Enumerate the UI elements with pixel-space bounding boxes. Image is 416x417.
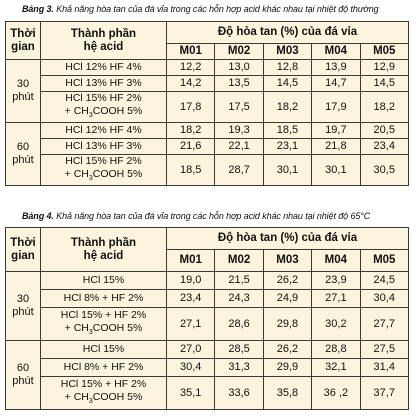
solubility-value: 27,1 xyxy=(312,290,360,308)
composition-header-label: Thành phần xyxy=(70,236,137,249)
solubility-value: 14,5 xyxy=(360,76,408,92)
solubility-value: 26,2 xyxy=(263,272,311,290)
solubility-value: 21,6 xyxy=(167,139,215,155)
time-label: 30 xyxy=(16,78,30,91)
caption-label: Bảng 3. xyxy=(22,4,54,14)
solubility-value: 31,3 xyxy=(215,359,263,377)
composition-label: HCl 12% HF 4% xyxy=(65,61,142,73)
composition-label: HCl 13% HF 3% xyxy=(65,140,142,153)
table-4 xyxy=(5,227,409,410)
composition-label: HCl 15% + HF 2% xyxy=(60,308,147,321)
solubility-value: 23,4 xyxy=(167,290,215,308)
time-label: phút xyxy=(12,91,34,104)
solubility-value: 32,1 xyxy=(312,359,360,377)
solubility-value: 19,7 xyxy=(312,123,360,139)
solubility-value: 28,5 xyxy=(215,341,263,359)
table-row xyxy=(6,76,409,92)
solubility-header: Độ hòa tan (%) của đá vỉa xyxy=(167,22,409,44)
solubility-value: 26,2 xyxy=(263,341,311,359)
composition-header xyxy=(41,22,167,60)
time-header-label: Thời xyxy=(10,27,36,40)
solubility-value: 29,8 xyxy=(263,308,311,341)
solubility-value: 14,5 xyxy=(263,76,311,92)
time-header-label: Thời xyxy=(10,236,36,249)
time-header xyxy=(6,22,41,60)
composition-cell xyxy=(41,60,167,76)
composition-header-label: hệ acid xyxy=(83,40,124,53)
composition-label: HCl 13% HF 3% xyxy=(65,77,142,89)
sample-header: M02 xyxy=(215,44,263,60)
solubility-value: 29,9 xyxy=(263,359,311,377)
composition-cell xyxy=(41,272,167,290)
solubility-value: 14,7 xyxy=(312,76,360,92)
composition-label: + $CH_3COOH$ 5% xyxy=(64,168,143,183)
solubility-value: 18,2 xyxy=(263,92,311,123)
time-label: 60 xyxy=(16,362,30,374)
composition-label: HCl 15% HF 2% xyxy=(65,155,142,168)
time-cell xyxy=(6,272,41,341)
header-row xyxy=(6,22,409,44)
solubility-value: 30,1 xyxy=(312,155,360,186)
sample-header: M01 xyxy=(167,250,215,272)
composition-cell xyxy=(41,92,167,123)
time-label: 30 xyxy=(16,293,30,305)
solubility-value: 24,3 xyxy=(215,290,263,308)
table-row xyxy=(6,341,409,359)
sample-header: M04 xyxy=(312,44,360,60)
solubility-value: 24,9 xyxy=(263,290,311,308)
caption-label: Bảng 4. xyxy=(22,211,54,221)
composition-label: HCl 8% + HF 2% xyxy=(63,361,144,373)
composition-label: HCl 15% + HF 2% xyxy=(60,377,147,390)
solubility-value: 33,6 xyxy=(215,377,263,410)
solubility-value: 36 ,2 xyxy=(312,377,360,410)
solubility-value: 18,5 xyxy=(263,123,311,139)
table-row xyxy=(6,308,409,341)
composition-label: HCl 15% xyxy=(82,274,125,286)
solubility-value: 21,5 xyxy=(215,272,263,290)
composition-label: HCl 15% HF 2% xyxy=(65,92,142,104)
solubility-value: 14,2 xyxy=(167,76,215,92)
composition-cell xyxy=(41,155,167,186)
solubility-value: 28,6 xyxy=(215,308,263,341)
composition-label: + $CH_3COOH$ 5% xyxy=(64,390,143,406)
sample-header: M05 xyxy=(360,44,408,60)
solubility-value: 27,7 xyxy=(360,308,408,341)
composition-cell xyxy=(41,359,167,377)
solubility-value: 27,1 xyxy=(167,308,215,341)
solubility-value: 30,5 xyxy=(360,155,408,186)
composition-cell xyxy=(41,139,167,155)
composition-cell xyxy=(41,76,167,92)
time-label: 60 xyxy=(16,141,30,154)
solubility-value: 13,9 xyxy=(312,60,360,76)
composition-cell xyxy=(41,290,167,308)
composition-cell xyxy=(41,123,167,139)
table-row xyxy=(6,123,409,139)
composition-label: + $CH_3COOH$ 5% xyxy=(64,321,143,337)
solubility-value: 24,5 xyxy=(360,272,408,290)
table-row xyxy=(6,92,409,123)
composition-header-label: hệ acid xyxy=(83,249,124,262)
composition-label: HCl 8% + HF 2% xyxy=(63,292,144,304)
composition-label: HCl 12% HF 4% xyxy=(65,124,142,137)
solubility-value: 27,0 xyxy=(167,341,215,359)
composition-cell xyxy=(41,377,167,410)
time-header-label: gian xyxy=(11,40,35,53)
caption-text: Khả năng hòa tan của đá vỉa trong các hỗn hợp acid khác nhau tại nhiệt độ 65°C xyxy=(53,211,371,221)
sample-header: M03 xyxy=(263,44,311,60)
solubility-value: 17,8 xyxy=(167,92,215,123)
solubility-value: 21,8 xyxy=(312,139,360,155)
time-label: phút xyxy=(12,154,34,167)
table-row xyxy=(6,272,409,290)
table-row xyxy=(6,359,409,377)
solubility-value: 13,0 xyxy=(215,60,263,76)
solubility-value: 19,3 xyxy=(215,123,263,139)
composition-label: HCl 15% xyxy=(82,343,125,355)
sample-header: M02 xyxy=(215,250,263,272)
solubility-value: 30,4 xyxy=(167,359,215,377)
solubility-value: 17,5 xyxy=(215,92,263,123)
solubility-value: 27,5 xyxy=(360,341,408,359)
time-label: phút xyxy=(12,306,34,318)
header-row xyxy=(6,228,409,250)
solubility-value: 18,5 xyxy=(167,155,215,186)
table-row xyxy=(6,60,409,76)
time-cell xyxy=(6,60,41,123)
time-cell xyxy=(6,341,41,410)
table-row xyxy=(6,139,409,155)
solubility-value: 19,0 xyxy=(167,272,215,290)
solubility-value: 22,1 xyxy=(215,139,263,155)
solubility-value: 23,9 xyxy=(312,272,360,290)
table-3 xyxy=(5,21,409,186)
solubility-value: 28,8 xyxy=(312,341,360,359)
table-row xyxy=(6,377,409,410)
table-4-caption xyxy=(0,210,416,222)
solubility-value: 23,1 xyxy=(263,139,311,155)
time-label: phút xyxy=(12,375,34,387)
solubility-value: 30,1 xyxy=(263,155,311,186)
table-3-caption xyxy=(0,0,416,18)
solubility-value: 35,8 xyxy=(263,377,311,410)
solubility-value: 18,2 xyxy=(167,123,215,139)
solubility-header: Độ hòa tan (%) của đá vỉa xyxy=(167,228,409,250)
sample-header: M05 xyxy=(360,250,408,272)
time-cell xyxy=(6,123,41,186)
composition-header xyxy=(41,228,167,272)
solubility-value: 12,9 xyxy=(360,60,408,76)
time-header xyxy=(6,228,41,272)
solubility-value: 12,2 xyxy=(167,60,215,76)
sample-header: M03 xyxy=(263,250,311,272)
table-row xyxy=(6,290,409,308)
solubility-value: 18,2 xyxy=(360,92,408,123)
solubility-value: 20,5 xyxy=(360,123,408,139)
sample-header: M01 xyxy=(167,44,215,60)
solubility-value: 13,5 xyxy=(215,76,263,92)
solubility-value: 12,8 xyxy=(263,60,311,76)
solubility-value: 35,1 xyxy=(167,377,215,410)
solubility-value: 23,4 xyxy=(360,139,408,155)
solubility-value: 30,2 xyxy=(312,308,360,341)
sample-header: M04 xyxy=(312,250,360,272)
composition-cell xyxy=(41,341,167,359)
solubility-value: 31,4 xyxy=(360,359,408,377)
composition-cell xyxy=(41,308,167,341)
solubility-value: 28,7 xyxy=(215,155,263,186)
composition-header-label: Thành phần xyxy=(70,27,137,40)
caption-text: Khả năng hòa tan của đá vỉa trong các hỗn hợp acid khác nhau tại nhiệt độ thường xyxy=(53,4,379,14)
solubility-value: 37,7 xyxy=(360,377,408,410)
time-header-label: gian xyxy=(11,249,35,262)
table-row xyxy=(6,155,409,186)
solubility-value: 17,9 xyxy=(312,92,360,123)
composition-label: + $CH_3COOH$ 5% xyxy=(64,105,143,120)
solubility-value: 30,4 xyxy=(360,290,408,308)
